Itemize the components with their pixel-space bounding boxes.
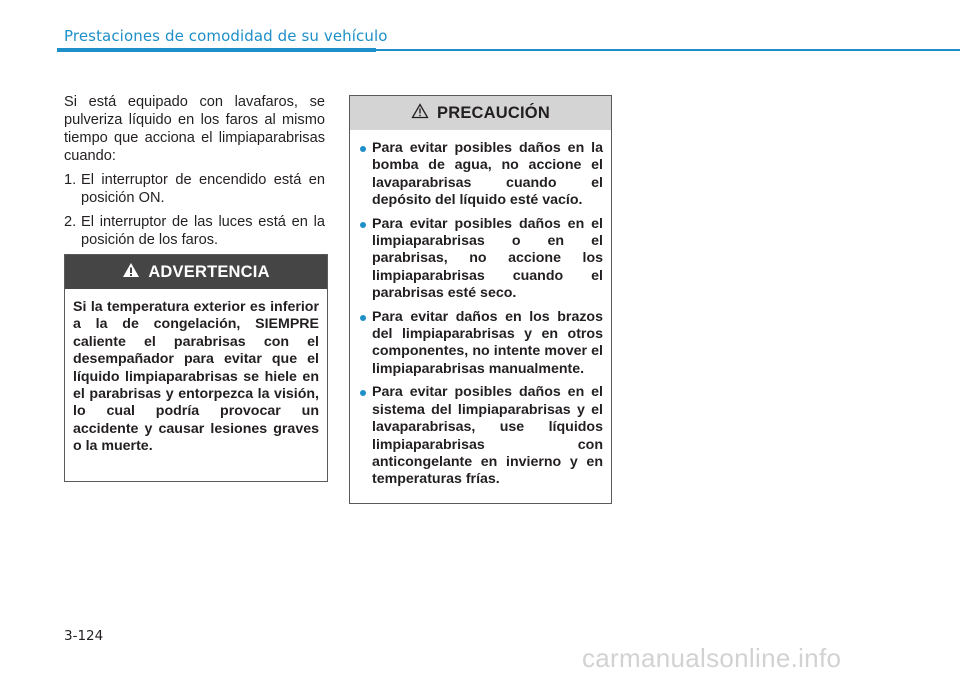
caution-box [349,95,612,504]
list-item-text: El interruptor de las luces está en la posición de los faros. [81,214,325,248]
watermark: carmanualsonline.info [582,643,842,673]
bullet-icon [360,390,366,396]
intro-list [64,171,325,249]
bullet-icon [360,315,366,321]
warning-header [65,255,327,289]
list-item [358,140,603,210]
caution-item-text: Para evitar posibles daños en la bomba de agua, no accione el lavaparabrisas cuando el depósito del líquido esté vacío. [372,140,603,209]
caution-title: PRECAUCIÓN [437,103,550,122]
list-item [64,171,325,207]
list-item [358,216,603,303]
warning-body: Si la temperatura exterior es inferior a la de congelación, SIEMPRE caliente el parabrisas con el desempañador para evitar que el líquido limpiaparabrisas se hiele en el parabrisas y entorpezca la visión, lo cual podría provocar un accidente y causar lesiones graves o la muerte. [73,299,319,455]
warning-triangle-icon [122,262,140,283]
page-header-title: Prestaciones de comodidad de su vehículo [64,27,388,45]
header-rule-thin [376,49,960,51]
list-item-number: 1. [64,172,77,188]
bullet-icon [360,222,366,228]
list-item [64,213,325,249]
header-rule-thick [57,48,376,52]
caution-item-text: Para evitar posibles daños en el limpiaparabrisas o en el parabrisas, no accione los limpiaparabrisas cuando el parabrisas esté seco. [372,215,603,302]
warning-triangle-icon [411,103,429,124]
intro-section [64,93,325,255]
caution-item-text: Para evitar daños en los brazos del limpiaparabrisas y en otros componentes, no intente mover el limpiaparabrisas manualmente. [372,308,603,377]
page-number: 3-124 [64,628,104,644]
list-item-text: El interruptor de encendido está en posición ON. [81,172,325,206]
list-item [358,384,603,488]
caution-list [350,130,611,489]
bullet-icon [360,146,366,152]
warning-title: ADVERTENCIA [148,262,270,281]
caution-item-text: Para evitar posibles daños en el sistema del limpiaparabrisas y el lavaparabrisas, use líquidos limpiaparabrisas con anticongelante en invierno y en temperaturas frías. [372,384,603,488]
list-item [358,309,603,379]
warning-box [64,254,328,482]
intro-paragraph: Si está equipado con lavafaros, se pulveriza líquido en los faros al mismo tiempo que acciona el limpiaparabrisas cuando: [64,94,325,164]
caution-header [350,96,611,130]
list-item-number: 2. [64,214,77,230]
